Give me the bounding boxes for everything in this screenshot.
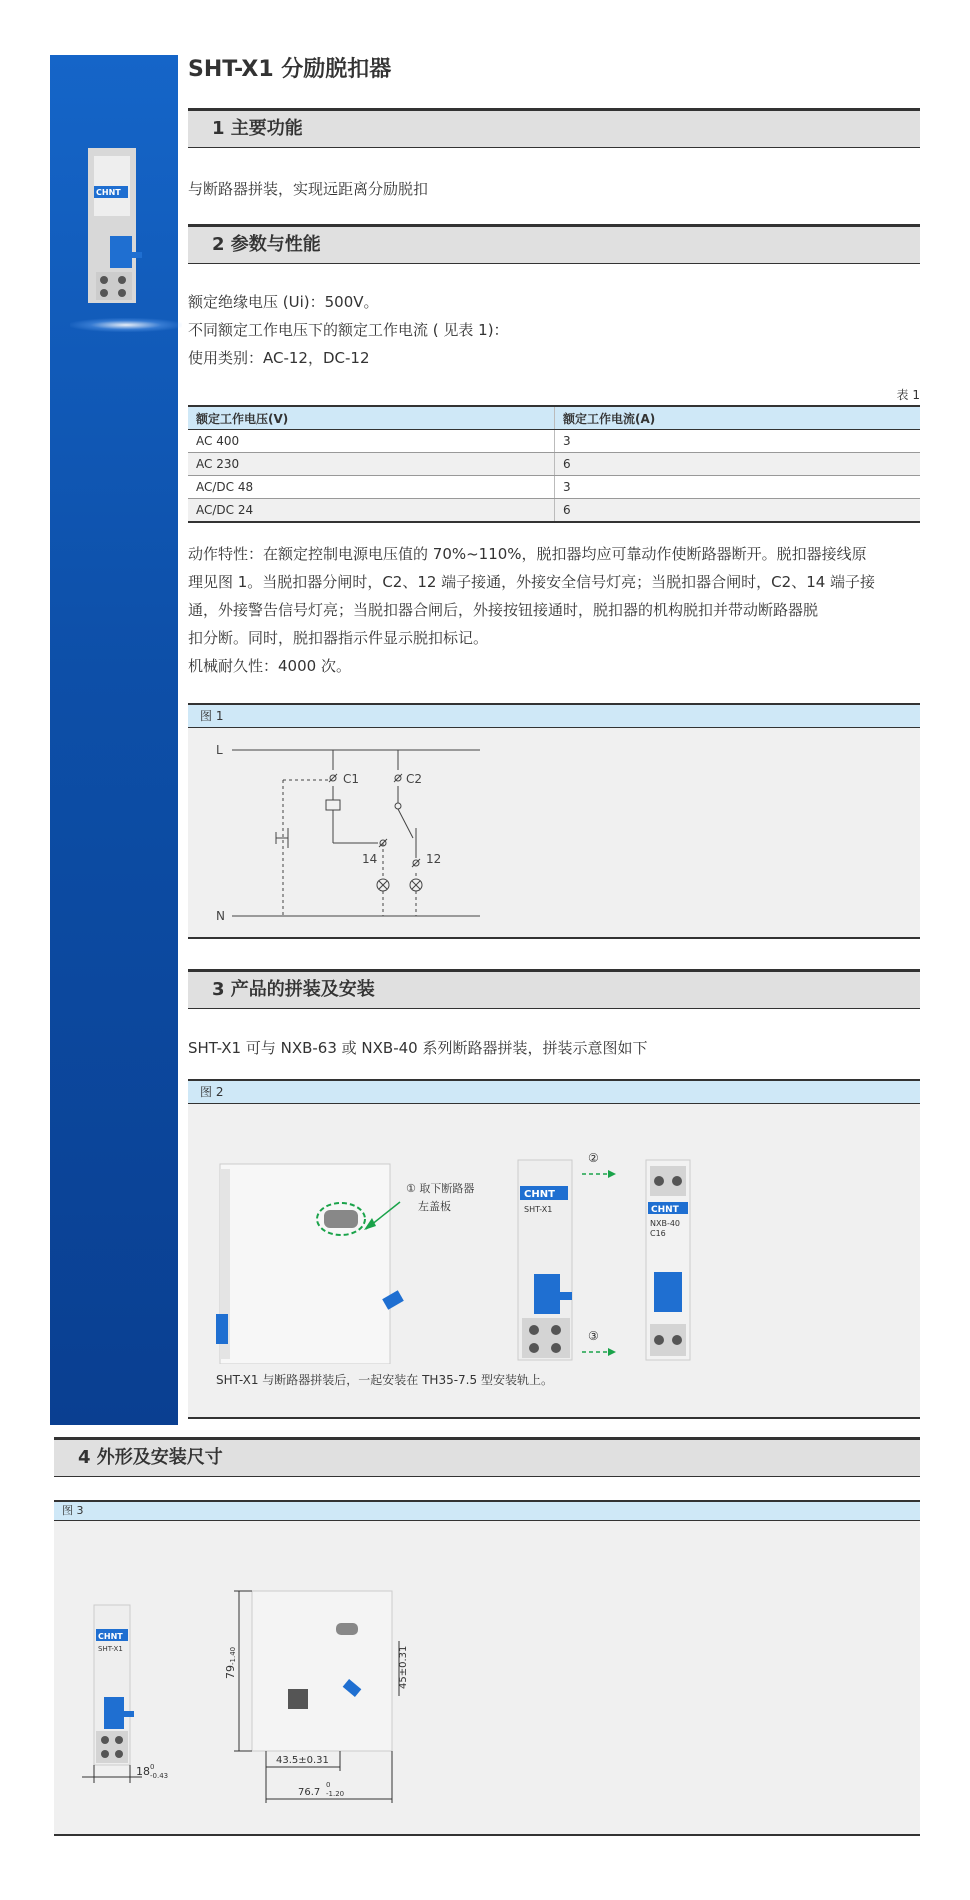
table-cell: 3 [555,476,921,499]
wiring-diagram [188,728,920,938]
table-header-cell: 额定工作电压(V) [188,406,555,430]
terminal-label-C1: C1 [343,772,360,786]
dim-width-value: 18 [136,1765,150,1778]
param-line-3: 使用类别：AC-12，DC-12 [188,349,370,367]
current-table [188,405,920,523]
dim-43-5: 43.5±0.31 [276,1755,329,1766]
dim-76-7-tol-zero: 0 [326,1781,331,1789]
hero-brand-text: CHNT [96,188,121,197]
step-mark-2: ② [588,1151,599,1165]
section-heading-1: 1 主要功能 [188,108,920,148]
line-label-L: L [216,743,223,757]
dim-76-7-tol: -1.20 [326,1790,345,1798]
figure-3-label: 图 3 [54,1502,920,1521]
table-cell: AC/DC 48 [188,476,555,499]
action-line-3: 通，外接警告信号灯亮；当脱扣器合闸后，外接按钮接通时，脱扣器的机构脱扣并带动断路器脱 [188,601,819,619]
breaker-model-text: NXB-40 [650,1219,681,1228]
step-mark-3: ③ [588,1329,599,1343]
action-line-1: 动作特性：在额定控制电源电压值的 70%~110%，脱扣器均应可靠动作使断路器断开。脱扣器接线原 [188,545,867,563]
figure-1 [188,703,920,939]
figure-2-label: 图 2 [188,1081,920,1104]
figure-1-label: 图 1 [188,705,920,728]
figure-3 [54,1500,920,1836]
module-model-text: SHT-X1 [524,1205,553,1214]
section-3-text: SHT-X1 可与 NXB-63 或 NXB-40 系列断路器拼装，拼装示意图如下 [188,1039,648,1057]
action-line-2: 理见图 1。当脱扣器分闸时，C2、12 端子接通，外接安全信号灯亮；当脱扣器合闸时，C2、14 端子接 [188,573,876,591]
action-line-4: 扣分断。同时，脱扣器指示件显示脱扣标记。 [188,629,489,647]
table-cell: AC/DC 24 [188,499,555,523]
figure-2-caption: SHT-X1 与断路器拼装后，一起安装在 TH35-7.5 型安装轨上。 [216,1373,553,1387]
callout-remove-cover-line1: ① 取下断路器 [406,1182,475,1195]
dim-height-tol: -1.40 [229,1646,237,1665]
assembly-illustration [188,1104,920,1364]
table-row [188,453,920,476]
dim-76-7: 76.7 [298,1787,321,1798]
table-cell: 6 [555,453,921,476]
dim-width-tol: -0.43 [150,1772,169,1780]
line-label-N: N [216,909,225,923]
table-cell: 6 [555,499,921,523]
hero-product-image [82,148,172,303]
terminal-label-C2: C2 [406,772,423,786]
breaker-brand-text: CHNT [651,1205,679,1215]
param-line-1: 额定绝缘电压 (Ui)：500V。 [188,293,379,311]
param-line-2: 不同额定工作电压下的额定工作电流 ( 见表 1)： [188,321,509,339]
table-label: 表 1 [896,388,920,402]
table-header-cell: 额定工作电流(A) [555,406,921,430]
breaker-rating-text: C16 [650,1229,666,1238]
front-brand-text: CHNT [98,1632,123,1641]
callout-remove-cover-line2: 左盖板 [418,1200,451,1213]
figure-2 [188,1079,920,1419]
endurance-text: 机械耐久性：4000 次。 [188,657,351,675]
table-cell: AC 230 [188,453,555,476]
table-header-row [188,406,920,430]
front-model-text: SHT-X1 [98,1645,123,1653]
table-cell: 3 [555,430,921,453]
dim-width-tol-zero: 0 [150,1763,155,1771]
section-heading-4: 4 外形及安装尺寸 [54,1437,920,1477]
dim-height-value: 79 [224,1665,237,1679]
dim-45: 45±0.31 [398,1645,409,1689]
table-row [188,430,920,453]
dimension-drawing [54,1521,920,1835]
table-cell: AC 400 [188,430,555,453]
table-row [188,499,920,523]
module-brand-text: CHNT [524,1189,555,1200]
section-heading-2: 2 参数与性能 [188,224,920,264]
page-title: SHT-X1 分励脱扣器 [188,57,392,82]
section-heading-3: 3 产品的拼装及安装 [188,969,920,1009]
table-row [188,476,920,499]
section-1-text: 与断路器拼装，实现远距离分励脱扣 [188,180,429,198]
hero-glow [70,318,182,332]
terminal-label-12: 12 [426,852,442,866]
terminal-label-14: 14 [362,852,378,866]
